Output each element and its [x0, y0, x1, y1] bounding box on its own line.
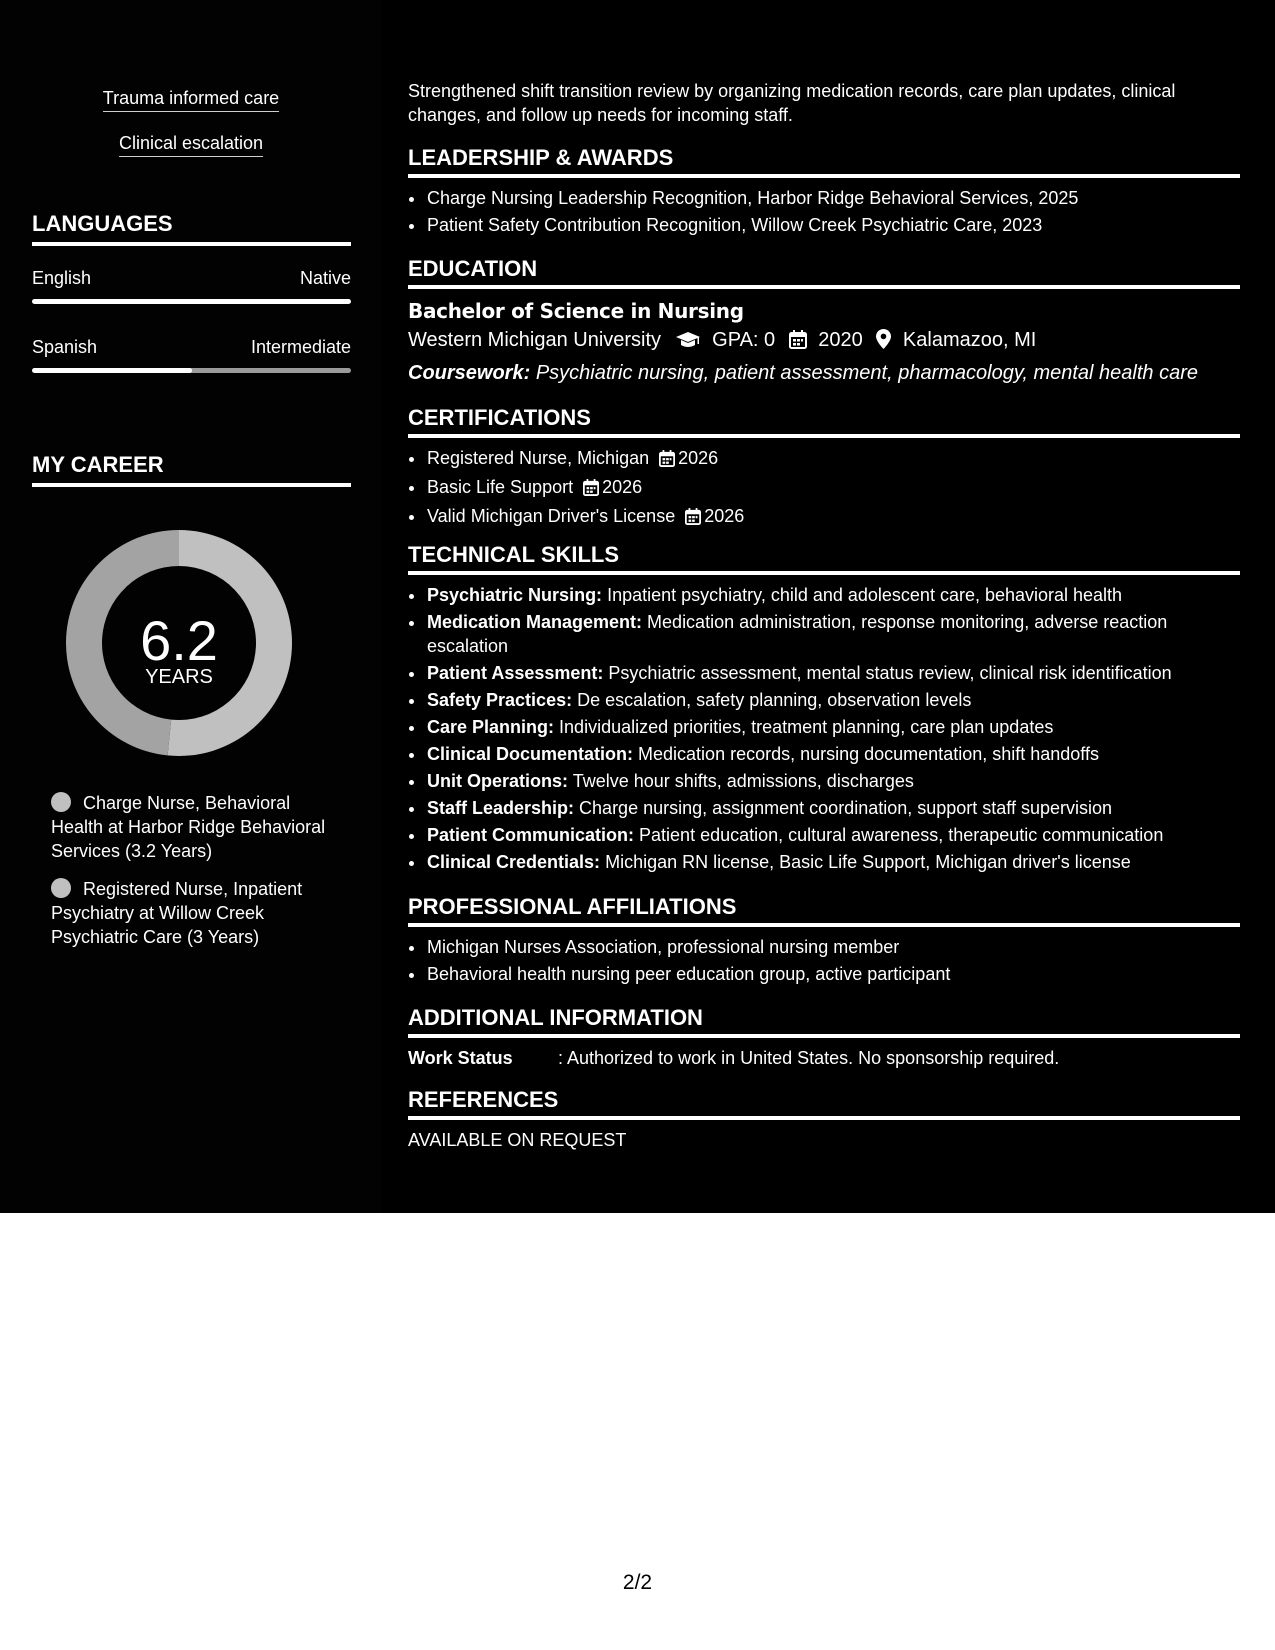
- list-item: • Patient Communication: Patient education, cultural awareness, therapeutic communication: [426, 823, 1240, 847]
- career-item: [51, 877, 341, 949]
- career-legend-dot: [51, 792, 71, 812]
- career-total-unit: YEARS: [145, 666, 213, 688]
- list-item: • Clinical Credentials: Michigan RN license, Basic Life Support, Michigan driver's license: [426, 850, 1240, 874]
- technical-skills-list: [408, 583, 1240, 874]
- career-legend-dot: [51, 878, 71, 898]
- list-item: • Staff Leadership: Charge nursing, assignment coordination, support staff supervision: [426, 796, 1240, 820]
- sidebar: [0, 0, 382, 1213]
- career-item-text: Charge Nurse, Behavioral Health at Harbor Ridge Behavioral Services (3.2 Years): [51, 793, 326, 861]
- graduation-cap-icon: [675, 328, 701, 358]
- skill-tag: Clinical escalation: [0, 133, 382, 157]
- language-proficiency-bar: [32, 299, 351, 304]
- list-item: • Behavioral health nursing peer education group, active participant: [426, 962, 1240, 986]
- education-gpa: GPA: 0: [712, 329, 776, 351]
- career-donut-chart: [66, 530, 292, 756]
- language-level: Native: [299, 268, 351, 288]
- language-level: Intermediate: [250, 337, 351, 357]
- list-item: • Patient Assessment: Psychiatric assessment, mental status review, clinical risk identification: [426, 661, 1240, 685]
- education-school: Western Michigan University: [408, 329, 662, 351]
- calendar-icon: [685, 507, 701, 531]
- list-item: • Valid Michigan Driver's License 2026: [426, 504, 1240, 531]
- coursework-label: Coursework:: [408, 362, 531, 384]
- list-item: • Care Planning: Individualized priorities, treatment planning, care plan updates: [426, 715, 1240, 739]
- education-meta: [408, 325, 1240, 358]
- section-heading: REFERENCES: [408, 1087, 1240, 1120]
- section-heading: CERTIFICATIONS: [408, 405, 1240, 438]
- education-degree: Bachelor of Science in Nursing: [408, 299, 744, 323]
- certifications-section: [408, 405, 1240, 533]
- career-item-text: Registered Nurse, Inpatient Psychiatry at Willow Creek Psychiatric Care (3 Years): [51, 879, 303, 947]
- work-status-label: Work Status: [408, 1048, 513, 1068]
- list-item: • Michigan Nurses Association, professional nursing member: [426, 935, 1240, 959]
- location-pin-icon: [876, 328, 891, 358]
- list-item: • Unit Operations: Twelve hour shifts, admissions, discharges: [426, 769, 1240, 793]
- language-name: Spanish: [32, 337, 98, 357]
- calendar-icon: [789, 328, 807, 358]
- education-year: 2020: [818, 329, 863, 351]
- language-row: [32, 268, 351, 290]
- technical-skills-section: [408, 542, 1240, 877]
- language-row: [32, 337, 351, 359]
- career-heading: MY CAREER: [32, 452, 351, 487]
- list-item: • Safety Practices: De escalation, safety planning, observation levels: [426, 688, 1240, 712]
- intro-paragraph: Strengthened shift transition review by organizing medication records, care plan updates, clinical changes, and follow up needs for incoming staff.: [408, 81, 1176, 125]
- list-item: • Basic Life Support 2026: [426, 475, 1240, 502]
- list-item: • Medication Management: Medication administration, response monitoring, adverse reaction escalation: [426, 610, 1240, 658]
- affiliations-list: [408, 935, 1240, 986]
- list-item: • Registered Nurse, Michigan 2026: [426, 446, 1240, 473]
- education-section: [408, 256, 1240, 388]
- references-section: [408, 1087, 1240, 1152]
- languages-heading: LANGUAGES: [32, 211, 351, 246]
- references-text: AVAILABLE ON REQUEST: [408, 1130, 627, 1150]
- list-item: • Patient Safety Contribution Recognition, Willow Creek Psychiatric Care, 2023: [426, 213, 1240, 237]
- calendar-icon: [659, 449, 675, 473]
- list-item: • Charge Nursing Leadership Recognition, Harbor Ridge Behavioral Services, 2025: [426, 186, 1240, 210]
- work-status-row: [408, 1046, 1240, 1070]
- additional-info-section: [408, 1005, 1240, 1070]
- work-status-text: : Authorized to work in United States. No sponsorship required.: [558, 1048, 1060, 1068]
- skill-tag: Trauma informed care: [0, 88, 382, 112]
- section-heading: PROFESSIONAL AFFILIATIONS: [408, 894, 1240, 927]
- language-proficiency-fill: [32, 368, 192, 373]
- section-heading: TECHNICAL SKILLS: [408, 542, 1240, 575]
- career-item: [51, 791, 341, 863]
- education-coursework: [408, 358, 1240, 388]
- leadership-section: [408, 145, 1240, 240]
- language-proficiency-fill: [32, 299, 351, 304]
- career-total-value: 6.2: [140, 609, 218, 672]
- list-item: • Clinical Documentation: Medication records, nursing documentation, shift handoffs: [426, 742, 1240, 766]
- page-number: 2/2: [622, 1571, 653, 1594]
- leadership-list: [408, 186, 1240, 237]
- section-heading: ADDITIONAL INFORMATION: [408, 1005, 1240, 1038]
- certifications-list: [408, 446, 1240, 531]
- section-heading: EDUCATION: [408, 256, 1240, 289]
- affiliations-section: [408, 894, 1240, 989]
- education-location: Kalamazoo, MI: [902, 329, 1037, 351]
- section-heading: LEADERSHIP & AWARDS: [408, 145, 1240, 178]
- language-name: English: [32, 268, 92, 288]
- coursework-text: Psychiatric nursing, patient assessment, pharmacology, mental health care: [535, 362, 1198, 384]
- list-item: • Psychiatric Nursing: Inpatient psychiatry, child and adolescent care, behavioral health: [426, 583, 1240, 607]
- language-proficiency-bar: [32, 368, 351, 373]
- calendar-icon: [583, 478, 599, 502]
